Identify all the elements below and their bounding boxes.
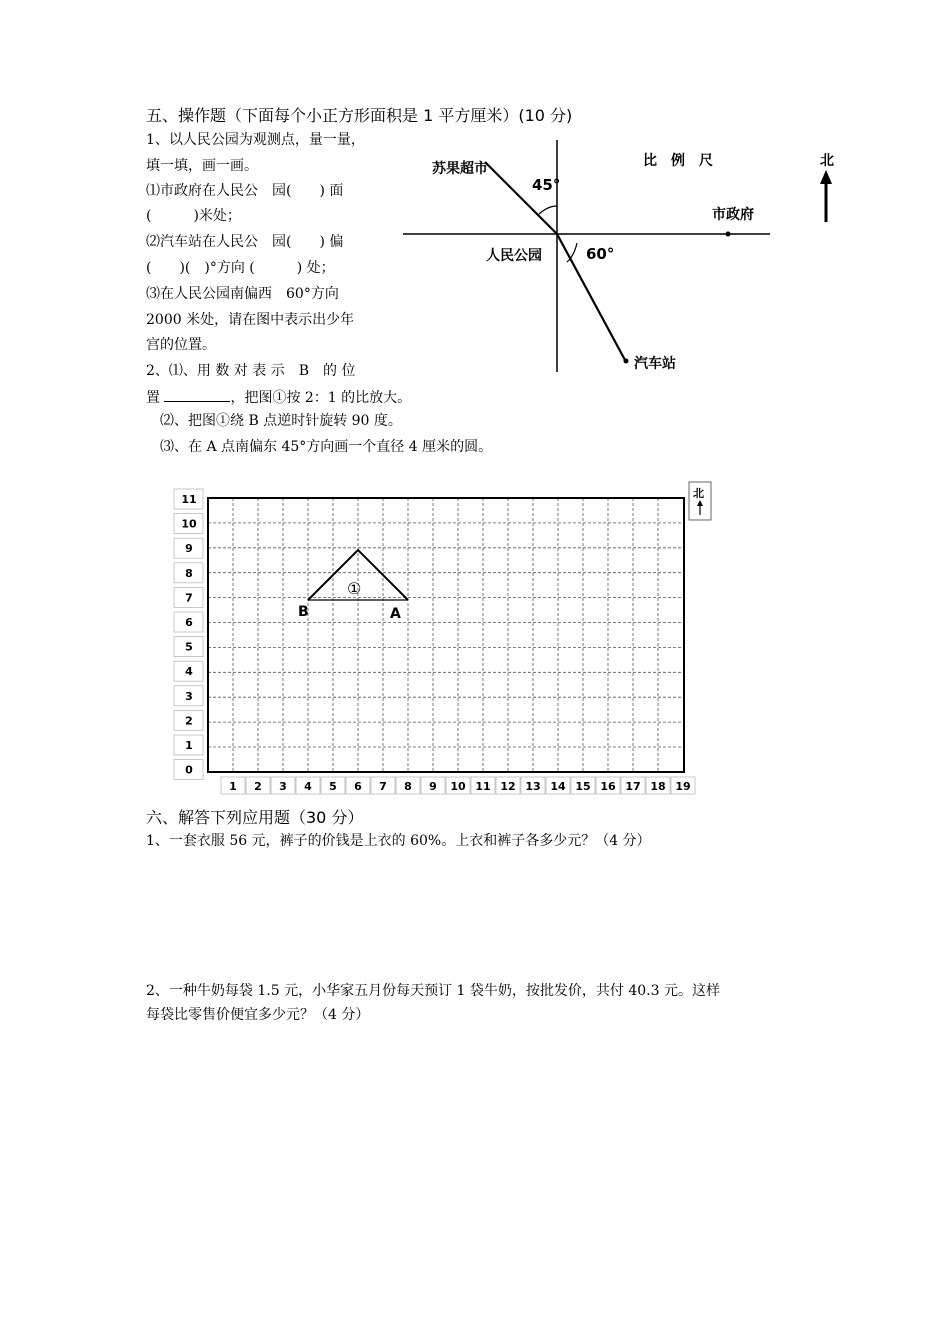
section6-q2-line-2: 每袋比零售价便宜多少元？（4 分） [146, 1007, 370, 1023]
supermarket-label: 苏果超市 [432, 161, 488, 177]
x-label: 3 [279, 780, 287, 793]
q1-line-7: ⑶在人民公园南偏西 60°方向 [146, 286, 339, 302]
direction-map [400, 135, 840, 380]
x-label: 8 [404, 780, 412, 793]
q2-line-3: ⑵、把图①绕 B 点逆时针旋转 90 度。 [160, 413, 402, 429]
x-label: 7 [379, 780, 387, 793]
x-label: 18 [650, 780, 666, 793]
x-label: 16 [600, 780, 616, 793]
point-a-label: A [390, 606, 401, 622]
coordinate-grid [170, 480, 715, 798]
q2-line-2-post: ，把图①按 2：1 的比放大。 [230, 390, 412, 406]
y-label: 9 [185, 542, 193, 556]
q1-line-3: ⑴市政府在人民公 园( ) 面 [146, 183, 344, 199]
q1-line-2: 填一填，画一画。 [146, 158, 258, 174]
grid-border [208, 498, 684, 772]
q1-line-5: ⑵汽车站在人民公 园( ) 偏 [146, 234, 344, 250]
city-hall-label: 市政府 [712, 207, 754, 223]
x-label: 2 [254, 780, 262, 793]
y-axis-labels [174, 489, 203, 780]
x-label: 1 [229, 780, 237, 793]
x-label: 4 [304, 780, 312, 793]
x-label: 12 [500, 780, 516, 793]
section6-title: 六、解答下列应用题（30 分） [146, 808, 364, 827]
angle-60-label: 60° [586, 245, 615, 263]
x-label: 17 [625, 780, 641, 793]
section6-q2-line-1: 2、一种牛奶每袋 1.5 元，小华家五月份每天预订 1 袋牛奶，按批发价，共付 40.3 元。这样 [146, 983, 720, 999]
y-label: 10 [181, 517, 197, 531]
y-label: 11 [181, 493, 197, 506]
x-label: 5 [329, 780, 337, 793]
figure-1-label: ① [347, 579, 362, 598]
scale-label: 比 例 尺 [643, 153, 713, 169]
x-label: 15 [575, 780, 591, 793]
city-hall-point [726, 232, 731, 237]
y-label: 8 [185, 566, 193, 580]
q1-line-1: 1、以人民公园为观测点，量一量， [146, 132, 365, 148]
q1-line-8: 2000 米处，请在图中表示出少年 [146, 312, 355, 328]
bus-station-label: 汽车站 [634, 356, 676, 372]
bus-station-point [624, 359, 629, 364]
north-arrow-icon [820, 170, 832, 184]
y-label: 1 [185, 739, 193, 752]
q2-line-4: ⑶、在 A 点南偏东 45°方向画一个直径 4 厘米的圆。 [160, 439, 493, 455]
answer-blank[interactable] [164, 389, 230, 402]
angle-45-arc [539, 206, 557, 214]
angle-45-label: 45° [532, 176, 561, 194]
x-label: 10 [450, 780, 466, 793]
y-label: 0 [185, 763, 193, 777]
section6-q1: 1、一套衣服 56 元，裤子的价钱是上衣的 60%。上衣和裤子各多少元？（4 分） [146, 833, 651, 849]
supermarket-ray [485, 162, 557, 234]
y-label: 4 [185, 665, 193, 679]
y-label: 3 [185, 689, 193, 703]
x-label: 6 [354, 780, 362, 793]
q1-line-6: ( )( )°方向 ( ) 处； [146, 260, 335, 276]
x-label: 13 [525, 780, 541, 793]
section5-title: 五、操作题（下面每个小正方形面积是 1 平方厘米）(10 分) [146, 106, 573, 125]
y-label: 6 [185, 616, 193, 629]
park-label: 人民公园 [486, 248, 542, 264]
y-label: 7 [185, 591, 193, 605]
point-b-label: B [298, 604, 309, 620]
x-label: 19 [675, 780, 691, 793]
q1-line-9: 宫的位置。 [146, 337, 216, 353]
grid-north-label: 北 [693, 487, 704, 500]
x-label: 11 [475, 780, 491, 793]
x-label: 9 [429, 780, 437, 793]
q2-line-2 [146, 389, 411, 405]
x-axis-labels [221, 777, 695, 794]
y-label: 5 [185, 640, 193, 654]
q2-line-1: 2、⑴、用 数 对 表 示 B 的 位 [146, 363, 356, 379]
q2-line-2-pre: 置 [146, 390, 160, 406]
x-label: 14 [550, 780, 566, 793]
angle-60-arc [567, 243, 577, 262]
grid-lines [208, 498, 684, 772]
north-label: 北 [820, 153, 834, 169]
y-label: 2 [185, 714, 193, 728]
q1-line-4: ( )米处； [146, 208, 241, 224]
